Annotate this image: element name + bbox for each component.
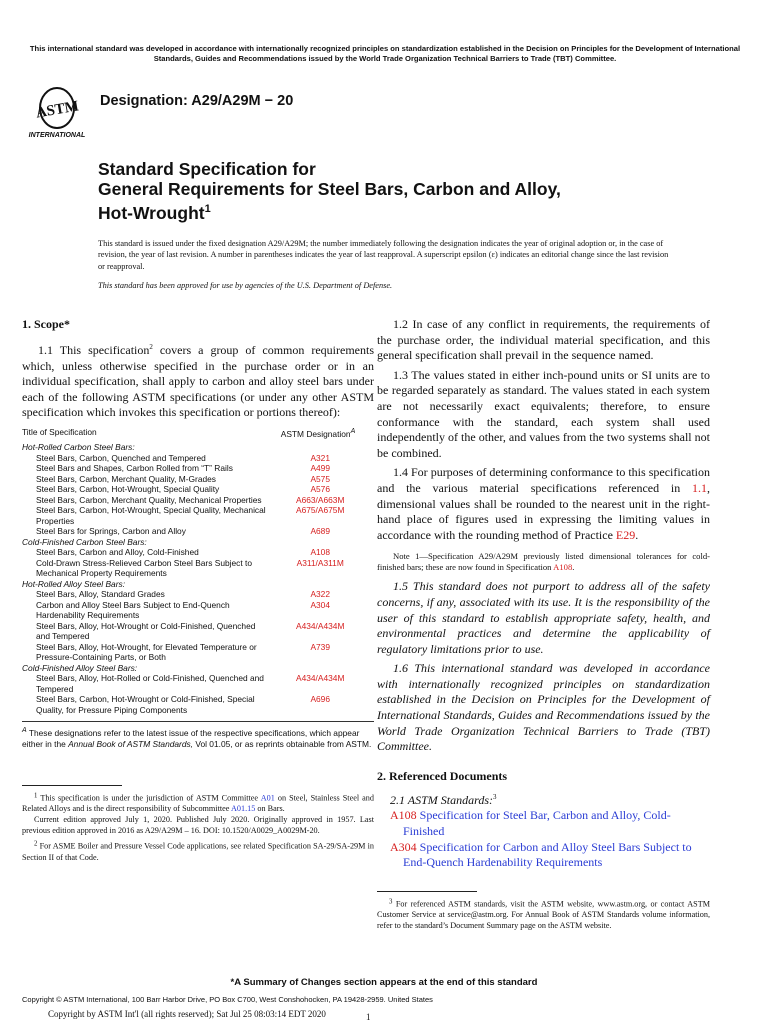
title-line-1: Standard Specification for (98, 159, 316, 179)
svg-text:INTERNATIONAL: INTERNATIONAL (28, 132, 86, 139)
committee-a01-link[interactable]: A01 (260, 793, 275, 803)
footnote-rule (22, 785, 122, 786)
table-row (22, 453, 374, 464)
col-title-header: Title of Specification (22, 426, 97, 437)
spec-title: Steel Bars, Alloy, Hot-Wrought, for Elevated Temperature or Pressure-Containing Parts, or Both (36, 641, 257, 663)
title-line-2: General Requirements for Steel Bars, Carbon and Alloy, (98, 179, 561, 199)
top-note: This international standard was developed in accordance with internationally recognized principles on standardization established in the Decision on Principles for the Development of International Standards, Guides and Recommendations issued by the World Trade Organization Technical Barriers to Trade (TBT) Committee. (29, 44, 741, 63)
spec-designation-link[interactable]: A311/A311M (296, 557, 344, 568)
spec-title: Carbon and Alloy Steel Bars Subject to End-Quench Hardenability Requirements (36, 599, 230, 621)
col-designation-header: ASTM Designation$^A$ (280, 427, 356, 439)
spec-designation-link (262, 579, 374, 590)
paragraph-1-2: 1.2 In case of any conflict in requirements, the requirements of the purchase order, the individual material specification, and this general specification shall prevail in the sequence named. (377, 317, 710, 363)
table-row (22, 495, 374, 506)
table-row (22, 474, 374, 485)
left-column (22, 317, 374, 863)
table-row (22, 642, 374, 663)
spec-title: Steel Bars, Carbon, Merchant Quality, Mechanical Properties (36, 494, 262, 505)
spec-designation-link[interactable]: A689 (310, 526, 330, 537)
spec-title: Steel Bars, Carbon, Merchant Quality, M-Grades (36, 473, 216, 484)
paragraph-1-3: 1.3 The values stated in either inch-pound units or SI units are to be regarded separately as standard. The values stated in each system are not necessarily exact equivalents; therefore, to ensure conformance with the standard, each system shall used independently of the other, and values from the two systems shall not be combined. (377, 367, 710, 460)
spec-title: Steel Bars, Alloy, Hot-Rolled or Cold-Finished, Quenched and Tempered (36, 673, 264, 694)
spec-designation-link[interactable]: A434/A434M (296, 673, 345, 684)
table-group-row (22, 537, 374, 548)
spec-designation-link[interactable]: A576 (310, 484, 330, 495)
spec-designation-link[interactable]: A499 (310, 463, 330, 474)
right-column (377, 317, 710, 931)
spec-designation-link[interactable]: A321 (310, 452, 330, 463)
table-row (22, 547, 374, 558)
spec-designation-link[interactable]: A739 (310, 641, 330, 652)
spec-designation-link (262, 663, 374, 674)
footnote-2: $^2$ For ASME Boiler and Pressure Vessel Code applications, see related Specification SA-29/SA-29M in Section II of that Code. (22, 840, 374, 862)
spec-title: Steel Bars, Carbon, Hot-Wrought or Cold-Finished, Special Quality, for Pressure Piping Components (36, 694, 255, 715)
table-row (22, 600, 374, 621)
spec-designation-link[interactable]: A322 (310, 589, 330, 600)
spec-title: Cold-Drawn Stress-Relieved Carbon Steel Bars Subject to Mechanical Property Requirements (36, 557, 252, 579)
standard-code[interactable]: A108 (390, 808, 417, 823)
table-group-row (22, 663, 374, 674)
footnote-1-edition: Current edition approved July 1, 2020. Published July 2020. Originally approved in 1957. Last previous edition approved in 2016 as A29/A29M – 16. DOI: 10.1520/A0029_A0029M-20. (22, 814, 374, 835)
spec-designation-link[interactable]: A434/A434M (296, 620, 345, 631)
dod-approval: This standard has been approved for use by agencies of the U.S. Department of Defense. (98, 281, 393, 290)
spec-title: Steel Bars, Alloy, Standard Grades (36, 589, 165, 600)
a108-note-link[interactable]: A108 (553, 562, 573, 573)
spec-designation-link[interactable]: A663/A663M (296, 494, 345, 505)
spec-title: Steel Bars, Carbon and Alloy, Cold-Finished (36, 547, 199, 558)
group-title: Hot-Rolled Alloy Steel Bars: (22, 578, 126, 589)
table-group-row (22, 442, 374, 453)
title-footnote-ref: 1 (204, 203, 211, 215)
table-row (22, 484, 374, 495)
table-group-row (22, 579, 374, 590)
page-number: 1 (366, 1012, 371, 1022)
paragraph-1-5: 1.5 This standard does not purport to address all of the safety concerns, if any, associated with its use. It is the responsibility of the user of this standard to establish appropriate safety, health, and environmental practices and determine the applicability of regulatory limitations prior to use. (377, 579, 710, 656)
spec-designation-link (262, 537, 374, 548)
spec-designation-link[interactable]: A675/A675M (296, 505, 345, 516)
group-title: Cold-Finished Alloy Steel Bars: (22, 662, 138, 673)
spec-title: Steel Bars, Carbon, Hot-Wrought, Special Quality (36, 484, 220, 495)
spec-designation-link[interactable]: A304 (310, 599, 330, 610)
astm-logo-icon (22, 84, 92, 140)
spec-title: Steel Bars and Shapes, Carbon Rolled from “T” Rails (36, 463, 233, 474)
specification-table (22, 427, 374, 749)
table-row (22, 526, 374, 537)
table-row (22, 463, 374, 474)
table-footnote: $^A$ These designations refer to the latest issue of the respective specifications, which appear either in the Annual Book of ASTM Standards, Vol 01.05, or as reprints obtainable from ASTM. (22, 721, 374, 749)
astm-logo (22, 84, 92, 140)
paragraph-1-1: 1.1 This specification$^2$ covers a group of common requirements which, unless otherwise specified in the purchase order or in an individual specification, shall apply to carbon and alloy steel bars under each of the following ASTM specifications (or under any other ASTM specification which invokes this specification or portions thereof): (22, 343, 374, 420)
spec-title: Steel Bars for Springs, Carbon and Alloy (36, 526, 186, 537)
spec-title: Steel Bars, Carbon, Quenched and Tempered (36, 452, 206, 463)
footnote-1: $^1$ This specification is under the jurisdiction of ASTM Committee A01 on Steel, Stainless Steel and Related Alloys and is the direct responsibility of Subcommittee A01.15 on Bars. (22, 792, 374, 814)
footnote-rule-right (377, 891, 477, 892)
section-1-1-link[interactable]: 1.1 (692, 480, 707, 495)
table-header (22, 427, 374, 439)
group-title: Cold-Finished Carbon Steel Bars: (22, 536, 147, 547)
document-title (98, 159, 561, 223)
spec-designation-link[interactable]: A575 (310, 473, 330, 484)
referenced-standard-item[interactable] (377, 808, 710, 839)
note-1: Note 1—Specification A29/A29M previously listed dimensional tolerances for cold-finished bars; these are now found in Specification A108. (377, 551, 710, 573)
issued-statement: This standard is issued under the fixed designation A29/A29M; the number immediately following the designation indicates the year of original adoption or, in the case of revision, the year of last revision. A number in parentheses indicates the year of last reapproval. A superscript epsilon (ε) indicates an editorial change since the last revision or reapproval. (98, 239, 669, 271)
e29-link[interactable]: E29 (615, 527, 636, 542)
subcommittee-a01-15-link[interactable]: A01.15 (231, 804, 256, 814)
group-title: Hot-Rolled Carbon Steel Bars: (22, 442, 135, 453)
download-stamp: Copyright by ASTM Int'l (all rights reserved); Sat Jul 25 08:03:14 EDT 2020 (48, 1009, 326, 1019)
standard-code[interactable]: A304 (390, 839, 417, 854)
spec-title: Steel Bars, Alloy, Hot-Wrought or Cold-Finished, Quenched and Tempered (36, 620, 256, 642)
spec-designation-link (262, 442, 374, 453)
referenced-standard-item[interactable] (377, 840, 710, 871)
paragraph-1-6: 1.6 This international standard was developed in accordance with internationally recognized principles on standardization established in the Decision on Principles for the Development of International Standards, Guides and Recommendations issued by the World Trade Organization Technical Barriers to Trade (TBT) Committee. (377, 661, 710, 754)
referenced-documents-heading: 2. Referenced Documents (377, 768, 508, 783)
scope-heading: 1. Scope* (22, 317, 70, 331)
table-row (22, 694, 374, 715)
title-line-3: Hot-Wrought$^1$ (98, 202, 211, 223)
referenced-standards-list (377, 808, 710, 870)
summary-of-changes: *A Summary of Changes section appears at the end of this standard (230, 977, 538, 988)
footnote-3: $^3$ For referenced ASTM standards, visit the ASTM website, www.astm.org, or contact ASTM Customer Service at service@astm.org. For Annual Book of ASTM Standards volume information, refer to the standard’s Document Summary page on the ASTM website. (377, 897, 711, 930)
table-row (22, 505, 374, 526)
spec-title: Steel Bars, Carbon, Hot-Wrought, Special Quality, Mechanical Properties (36, 505, 266, 526)
designation: Designation: A29/A29M − 20 (100, 93, 294, 109)
table-body (22, 442, 374, 715)
standard-title[interactable]: Specification for Steel Bar, Carbon and Alloy, Cold-Finished (403, 808, 671, 839)
table-row (22, 589, 374, 600)
paragraph-1-4: 1.4 For purposes of determining conformance to this specification and the various material specifications referenced in 1.1, dimensional values shall be rounded to the nearest unit in the right-hand place of figures used in expressing the limiting values in accordance with the rounding method of Practice E29. (377, 465, 710, 542)
table-row (22, 673, 374, 694)
astm-standards-label: 2.1 ASTM Standards:$^3$ (390, 792, 497, 807)
spec-designation-link[interactable]: A696 (310, 694, 330, 705)
table-row (22, 621, 374, 642)
copyright-line: Copyright © ASTM International, 100 Barr Harbor Drive, PO Box C700, West Conshohocken, PA 19428-2959. United States (22, 995, 433, 1004)
svg-text:ASTM: ASTM (34, 98, 81, 122)
table-row (22, 558, 374, 579)
spec-designation-link[interactable]: A108 (310, 547, 330, 558)
standard-title[interactable]: Specification for Carbon and Alloy Steel Bars Subject to End-Quench Hardenability Requirements (403, 839, 692, 870)
